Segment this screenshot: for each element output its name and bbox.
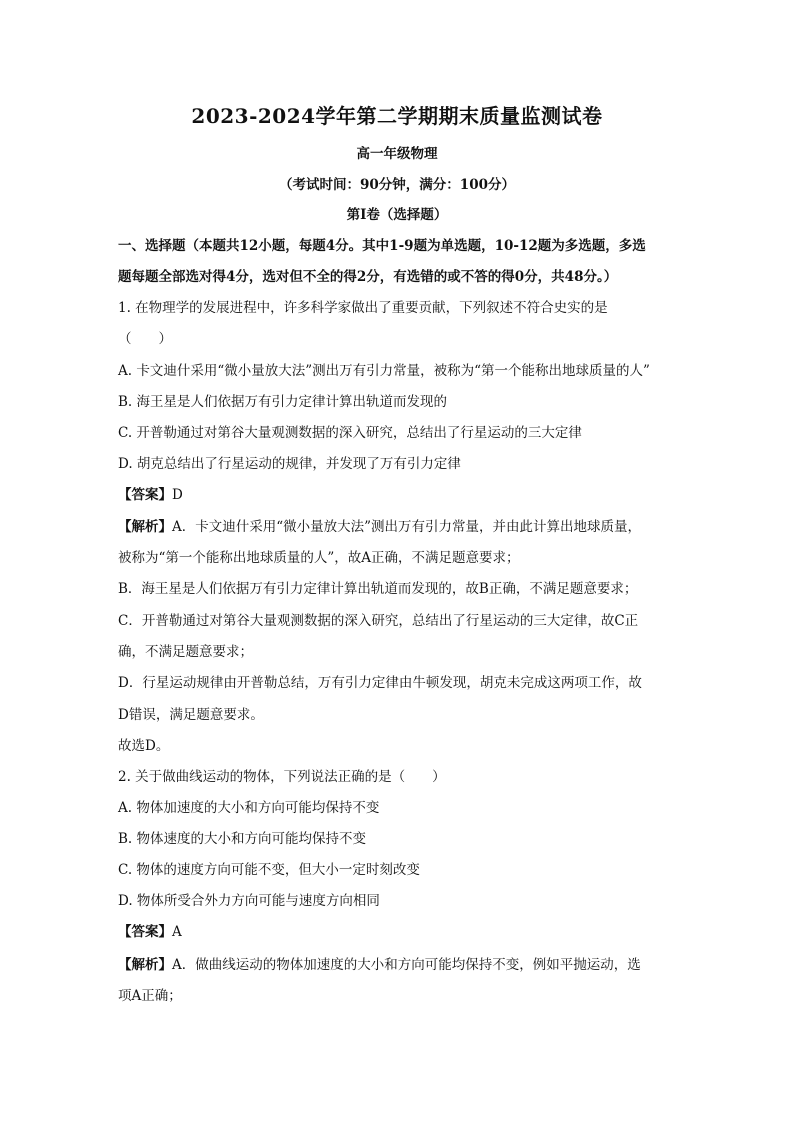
answer-value: A [172,924,182,940]
q1-option-b: B. 海王星是人们依据万有引力定律计算出轨道而发现的 [118,394,448,410]
q2-analysis-a-1 [118,955,641,975]
answer-tag: 【答案】 [118,924,172,940]
q1-analysis-a-1 [118,517,641,537]
analysis-text: A．卡文迪什采用“微小量放大法”测出万有引力常量，并由此计算出地球质量， [172,519,642,535]
q1-analysis-b: B．海王星是人们依据万有引力定律计算出轨道而发现的，故B正确，不满足题意要求； [118,581,638,597]
q1-stem-line-2: （ ） [118,331,172,347]
exam-title: 2023-2024学年第二学期期末质量监测试卷 [191,104,603,128]
q2-analysis-a-2: 项A正确； [118,988,182,1004]
answer-tag: 【答案】 [118,487,172,503]
q1-analysis-a-2: 被称为“第一个能称出地球质量的人”，故A正确，不满足题意要求； [118,550,520,566]
section-heading-line-1: 一、选择题（本题共12小题，每题4分。其中1-9题为单选题，10-12题为多选题，多选 [118,238,646,254]
grade-subject: 高一年级物理 [356,146,438,162]
analysis-tag: 【解析】 [118,957,172,973]
q1-analysis-d-1: D．行星运动规律由开普勒总结，万有引力定律由牛顿发现，胡克未完成这两项工作，故 [118,675,642,691]
q1-option-c: C. 开普勒通过对第谷大量观测数据的深入研究，总结出了行星运动的三大定律 [118,425,582,441]
q2-option-b: B. 物体速度的大小和方向可能均保持不变 [118,831,367,847]
q1-answer [118,485,183,505]
q1-analysis-c-1: C．开普勒通过对第谷大量观测数据的深入研究，总结出了行星运动的三大定律，故C正 [118,613,639,629]
q2-option-c: C. 物体的速度方向可能不变，但大小一定时刻改变 [118,862,420,878]
analysis-text: A．做曲线运动的物体加速度的大小和方向可能均保持不变，例如平抛运动，选 [172,957,641,973]
analysis-tag: 【解析】 [118,519,172,535]
section-heading-line-2: 题每题全部选对得4分，选对但不全的得2分，有选错的或不答的得0分，共48分。） [118,269,618,285]
volume-heading: 第Ⅰ卷（选择题） [346,207,448,223]
q1-stem-line-1: 1. 在物理学的发展进程中，许多科学家做出了重要贡献，下列叙述不符合史实的是 [118,300,608,316]
q1-analysis-c-2: 确，不满足题意要求； [118,644,253,660]
q2-option-d: D. 物体所受合外力方向可能与速度方向相同 [118,893,380,909]
answer-value: D [172,487,183,503]
q1-conclusion: 故选D。 [118,738,170,754]
q2-answer [118,922,182,942]
q2-option-a: A. 物体加速度的大小和方向可能均保持不变 [118,800,380,816]
q1-analysis-d-2: D错误，满足题意要求。 [118,707,264,723]
q1-option-d: D. 胡克总结出了行星运动的规律，并发现了万有引力定律 [118,456,461,472]
q2-stem: 2. 关于做曲线运动的物体，下列说法正确的是（ ） [118,769,446,785]
exam-info: （考试时间：90分钟，满分：100分） [279,177,515,193]
q1-option-a: A. 卡文迪什采用“微小量放大法”测出万有引力常量，被称为“第一个能称出地球质量的人” [118,363,650,379]
